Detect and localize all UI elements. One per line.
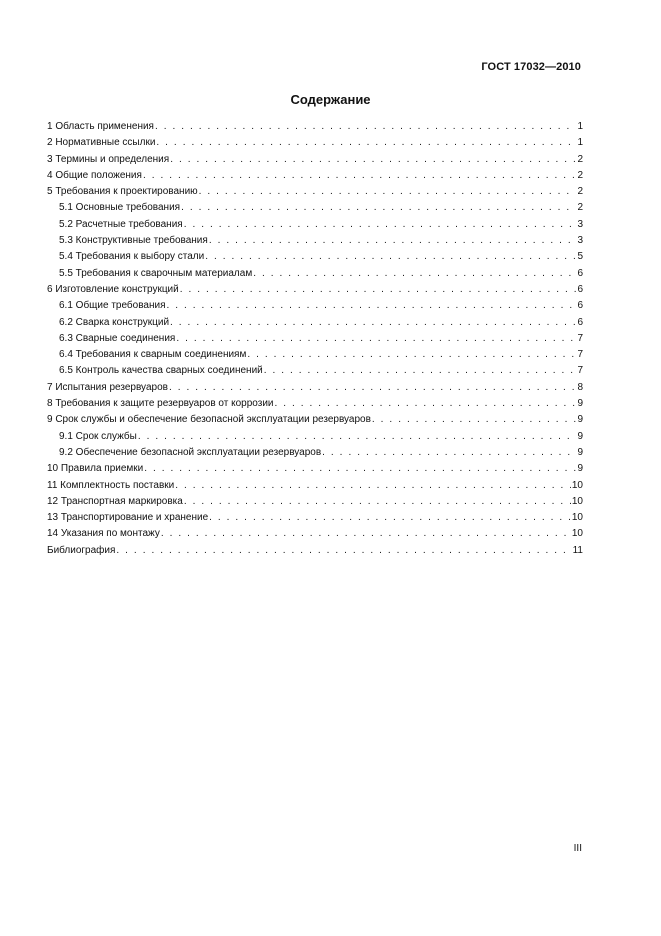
toc-entry[interactable] <box>47 363 583 379</box>
toc-entry-page: 10 <box>571 495 583 507</box>
page-number: III <box>573 843 582 854</box>
toc-entry[interactable] <box>47 396 583 412</box>
toc-dot-leader <box>322 445 576 461</box>
toc-entry[interactable] <box>47 445 583 461</box>
toc-entry-page: 3 <box>577 235 583 247</box>
toc-entry-page: 6 <box>577 300 583 312</box>
table-of-contents <box>47 119 583 559</box>
document-id: ГОСТ 17032—2010 <box>481 61 581 73</box>
toc-entry[interactable] <box>47 510 583 526</box>
toc-dot-leader <box>138 429 577 445</box>
toc-entry[interactable] <box>47 233 583 249</box>
toc-entry-page: 9 <box>577 430 583 442</box>
toc-entry-label: 6 Изготовление конструкций <box>47 283 179 295</box>
toc-dot-leader <box>205 249 576 265</box>
toc-entry-label: 12 Транспортная маркировка <box>47 495 183 507</box>
toc-entry[interactable] <box>47 315 583 331</box>
toc-entry-page: 9 <box>577 398 583 410</box>
toc-entry-label: 5.5 Требования к сварочным материалам <box>59 267 253 279</box>
toc-entry-page: 11 <box>572 544 583 556</box>
toc-entry-label: 2 Нормативные ссылки <box>47 137 156 149</box>
toc-entry-label: 5.3 Конструктивные требования <box>59 235 208 247</box>
toc-entry[interactable] <box>47 282 583 298</box>
toc-entry-page: 2 <box>577 169 583 181</box>
toc-entry-page: 3 <box>577 218 583 230</box>
toc-dot-leader <box>275 396 577 412</box>
toc-dot-leader <box>184 217 577 233</box>
toc-dot-leader <box>264 363 577 379</box>
toc-title: Содержание <box>290 92 371 107</box>
toc-entry-page: 6 <box>577 316 583 328</box>
toc-entry[interactable] <box>47 412 583 428</box>
toc-entry-page: 2 <box>577 186 583 198</box>
toc-entry[interactable] <box>47 152 583 168</box>
toc-entry[interactable] <box>47 217 583 233</box>
toc-entry-page: 5 <box>577 251 583 263</box>
toc-entry-page: 9 <box>577 463 583 475</box>
toc-entry[interactable] <box>47 135 583 151</box>
toc-entry-page: 10 <box>571 512 583 524</box>
toc-entry-page: 10 <box>571 479 583 491</box>
toc-entry[interactable] <box>47 119 583 135</box>
toc-dot-leader <box>143 168 577 184</box>
toc-entry[interactable] <box>47 494 583 510</box>
toc-entry-page: 7 <box>577 365 583 377</box>
toc-entry-label: 5.4 Требования к выбору стали <box>59 251 205 263</box>
toc-entry-page: 6 <box>577 267 583 279</box>
toc-entry[interactable] <box>47 331 583 347</box>
toc-entry-label: 5 Требования к проектированию <box>47 186 198 198</box>
toc-entry-page: 2 <box>577 202 583 214</box>
toc-dot-leader <box>170 315 576 331</box>
toc-entry-page: 6 <box>577 283 583 295</box>
toc-entry[interactable] <box>47 298 583 314</box>
toc-entry-page: 7 <box>577 332 583 344</box>
toc-entry-label: 9.2 Обеспечение безопасной эксплуатации резервуаров <box>59 446 322 458</box>
toc-entry-page: 10 <box>571 528 583 540</box>
toc-entry-label: 9.1 Срок службы <box>59 430 137 442</box>
toc-dot-leader <box>169 380 577 396</box>
toc-dot-leader <box>170 152 576 168</box>
toc-entry[interactable] <box>47 526 583 542</box>
toc-entry-label: 6.5 Контроль качества сварных соединений <box>59 365 263 377</box>
toc-entry[interactable] <box>47 380 583 396</box>
toc-entry[interactable] <box>47 184 583 200</box>
toc-dot-leader <box>209 510 571 526</box>
toc-entry-page: 9 <box>577 414 583 426</box>
toc-entry[interactable] <box>47 429 583 445</box>
toc-entry-label: 7 Испытания резервуаров <box>47 381 168 393</box>
toc-entry-page: 2 <box>577 153 583 165</box>
toc-dot-leader <box>184 494 571 510</box>
toc-entry-page: 8 <box>577 381 583 393</box>
toc-dot-leader <box>161 526 571 542</box>
toc-entry-label: 9 Срок службы и обеспечение безопасной эксплуатации резервуаров <box>47 414 371 426</box>
toc-entry-label: 6.1 Общие требования <box>59 300 166 312</box>
toc-entry-label: 6.2 Сварка конструкций <box>59 316 170 328</box>
toc-entry[interactable] <box>47 249 583 265</box>
toc-entry-label: 5.2 Расчетные требования <box>59 218 183 230</box>
toc-entry-label: 5.1 Основные требования <box>59 202 181 214</box>
toc-dot-leader <box>175 478 571 494</box>
toc-entry[interactable] <box>47 200 583 216</box>
toc-dot-leader <box>155 119 576 135</box>
toc-dot-leader <box>176 331 576 347</box>
toc-dot-leader <box>372 412 577 428</box>
toc-dot-leader <box>116 543 571 559</box>
toc-dot-leader <box>156 135 576 151</box>
toc-entry-label: 8 Требования к защите резервуаров от коррозии <box>47 398 274 410</box>
toc-entry[interactable] <box>47 266 583 282</box>
toc-entry-label: 11 Комплектность поставки <box>47 479 175 491</box>
toc-entry[interactable] <box>47 168 583 184</box>
toc-entry[interactable] <box>47 461 583 477</box>
toc-entry-label: 1 Область применения <box>47 121 154 132</box>
toc-entry-label: 13 Транспортирование и хранение <box>47 512 209 524</box>
toc-entry-label: 10 Правила приемки <box>47 463 144 475</box>
toc-entry-label: 6.4 Требования к сварным соединениям <box>59 349 247 361</box>
toc-dot-leader <box>253 266 576 282</box>
toc-entry[interactable] <box>47 347 583 363</box>
toc-entry-page: 1 <box>577 137 583 149</box>
toc-dot-leader <box>199 184 577 200</box>
toc-entry[interactable] <box>47 478 583 494</box>
toc-dot-leader <box>144 461 576 477</box>
toc-entry-label: 6.3 Сварные соединения <box>59 332 176 344</box>
toc-entry-label: 3 Термины и определения <box>47 153 170 165</box>
toc-entry-label: Библиография <box>47 544 116 556</box>
toc-entry-page: 7 <box>577 349 583 361</box>
toc-entry-page: 9 <box>577 446 583 458</box>
toc-entry-page: 1 <box>577 121 583 132</box>
toc-entry-label: 4 Общие положения <box>47 169 142 181</box>
toc-dot-leader <box>209 233 577 249</box>
toc-dot-leader <box>180 282 577 298</box>
toc-entry-label: 14 Указания по монтажу <box>47 528 160 540</box>
toc-entry[interactable] <box>47 543 583 559</box>
toc-dot-leader <box>181 200 576 216</box>
toc-dot-leader <box>247 347 576 363</box>
toc-dot-leader <box>167 298 577 314</box>
